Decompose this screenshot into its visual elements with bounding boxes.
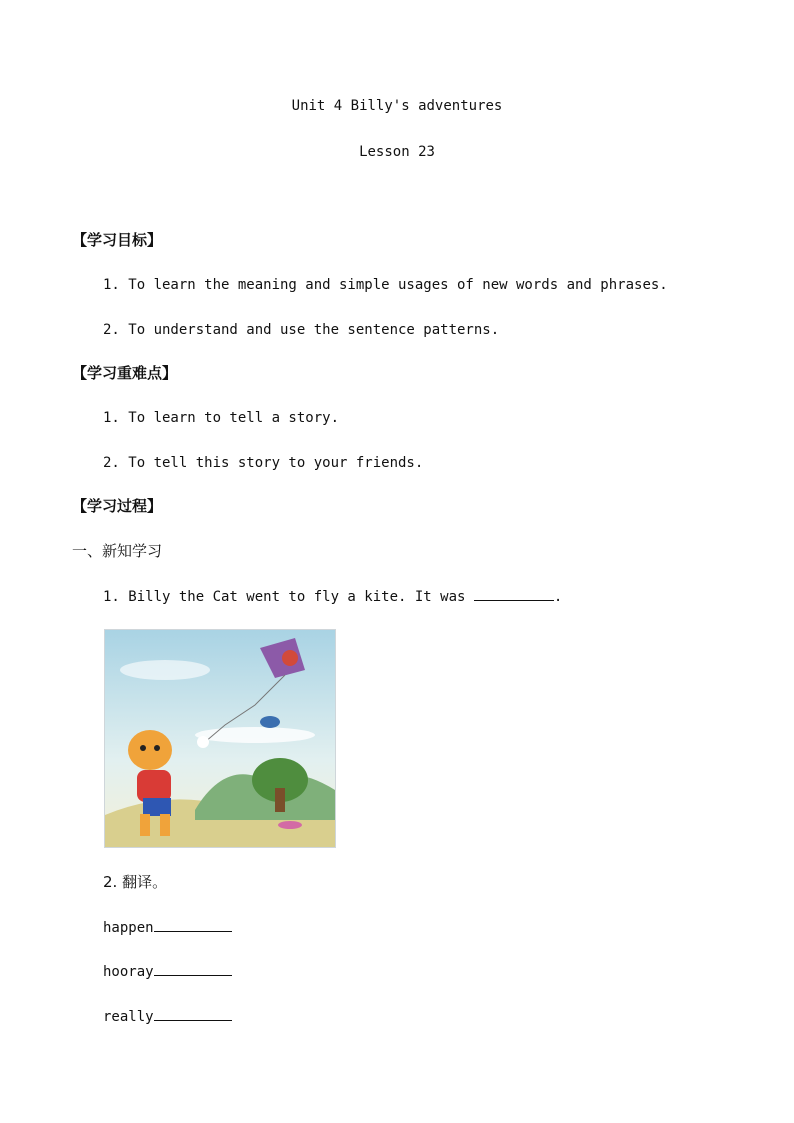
question-two-label: 2. 翻译。 xyxy=(103,873,168,891)
objectives-heading: 【学习目标】 xyxy=(72,231,163,249)
vocab-item-happen xyxy=(103,917,232,938)
translation-blank[interactable] xyxy=(154,1006,232,1021)
question-one-end: . xyxy=(553,589,563,605)
vocab-word: really xyxy=(103,1009,154,1025)
vocab-item-hooray xyxy=(103,961,232,982)
translation-blank[interactable] xyxy=(154,961,232,976)
translation-blank[interactable] xyxy=(154,917,232,932)
key-point-item: 1. To learn to tell a story. xyxy=(103,410,340,426)
vocab-word: happen xyxy=(103,920,154,936)
question-one-text: 1. Billy the Cat went to fly a kite. It was xyxy=(103,589,474,605)
process-heading: 【学习过程】 xyxy=(72,497,163,515)
objective-item: 2. To understand and use the sentence patterns. xyxy=(103,322,500,338)
billy-kite-illustration xyxy=(104,629,336,848)
vocab-item-really xyxy=(103,1006,232,1027)
section-one-title: 一、新知学习 xyxy=(72,542,163,560)
document-title: Unit 4 Billy's adventures xyxy=(291,98,503,114)
key-points-heading: 【学习重难点】 xyxy=(72,364,178,382)
objective-item: 1. To learn the meaning and simple usages of new words and phrases. xyxy=(103,277,668,293)
kite-scene-drawing xyxy=(105,630,335,847)
key-point-item: 2. To tell this story to your friends. xyxy=(103,455,424,471)
vocab-word: hooray xyxy=(103,964,154,980)
question-one xyxy=(103,586,562,607)
lesson-number: Lesson 23 xyxy=(359,144,435,160)
answer-blank[interactable] xyxy=(474,586,554,601)
